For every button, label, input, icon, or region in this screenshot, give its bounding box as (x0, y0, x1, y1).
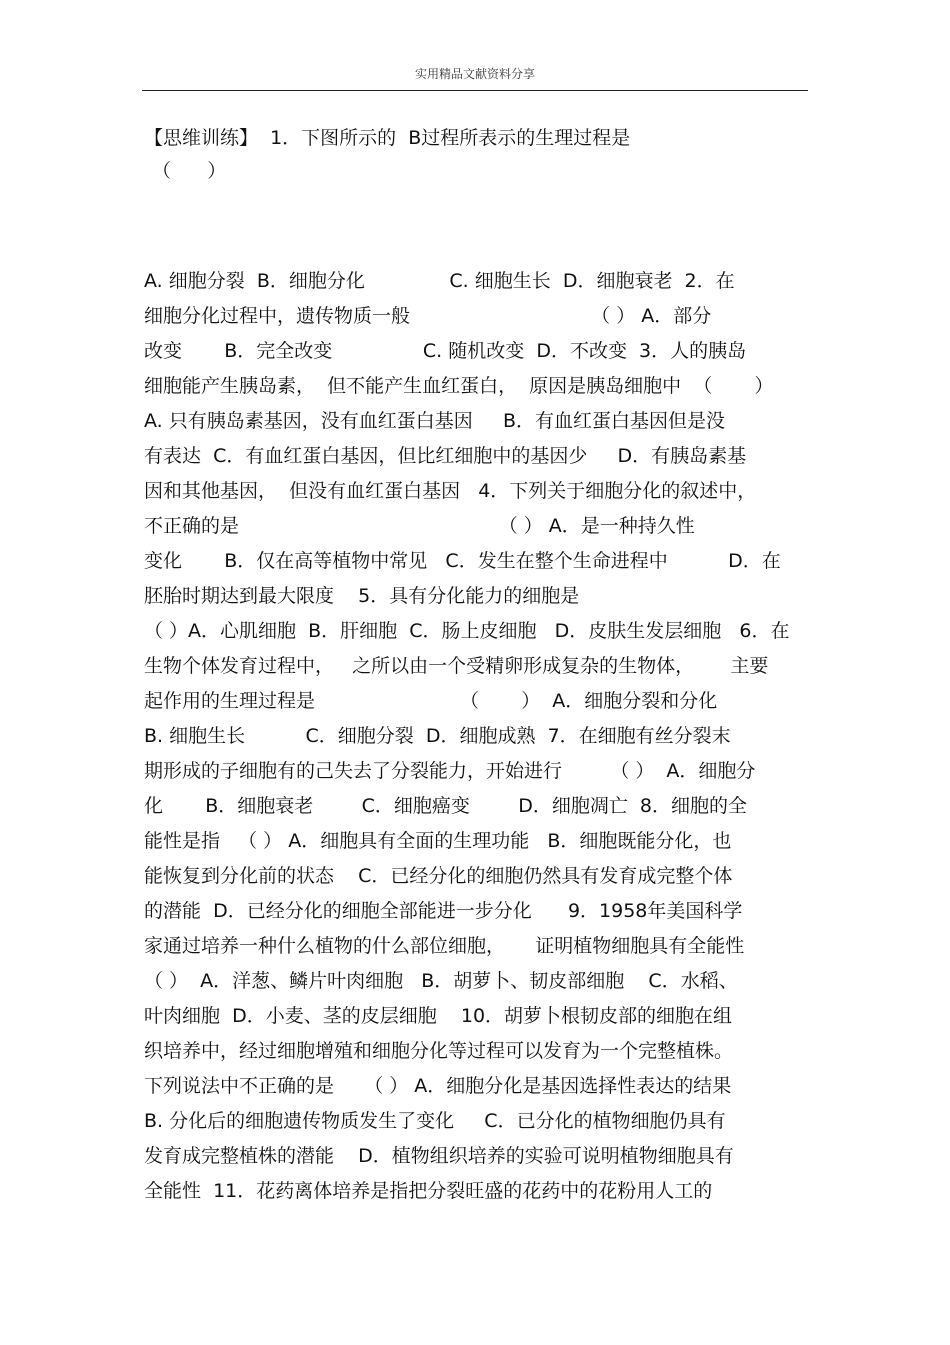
header-divider (142, 90, 808, 91)
text-line: 因和其他基因， 但没有血红蛋白基因 4．下列关于细胞分化的叙述中， (144, 480, 757, 502)
question-body (144, 264, 808, 1209)
text-line: 期形成的子细胞有的己失去了分裂能力，开始进行 （ ） A．细胞分 (144, 760, 756, 782)
text-line: 能恢复到分化前的状态 C．已经分化的细胞仍然具有发育成完整个体 (144, 865, 733, 887)
text-line: 家通过培养一种什么植物的什么部位细胞， 证明植物细胞具有全能性 (144, 935, 745, 957)
text-line: 发育成完整植株的潜能 D．植物组织培养的实验可说明植物细胞具有 (144, 1145, 734, 1167)
text-line: 全能性 11．花药离体培养是指把分裂旺盛的花药中的花粉用人工的 (144, 1180, 713, 1202)
text-line: 能性是指 （ ） A．细胞具有全面的生理功能 B．细胞既能分化，也 (144, 830, 732, 852)
text-line: B. 细胞生长 C．细胞分裂 D．细胞成熟 7．在细胞有丝分裂末 (144, 725, 731, 747)
text-line: （ ） A．洋葱、鳞片叶肉细胞 B．胡萝卜、韧皮部细胞 C．水稻、 (144, 970, 738, 992)
text-line: 变化 B．仅在高等植物中常见 C．发生在整个生命进程中 D．在 (144, 550, 781, 572)
text-line: 细胞分化过程中，遗传物质一般 （ ） A．部分 (144, 305, 712, 327)
text-line: 胚胎时期达到最大限度 5．具有分化能力的细胞是 (144, 585, 580, 607)
text-line: 化 B．细胞衰老 C．细胞癌变 D．细胞凋亡 8．细胞的全 (144, 795, 748, 817)
text-line: 不正确的是 （ ） A．是一种持久性 (144, 515, 695, 537)
text-line: 下列说法中不正确的是 （ ） A．细胞分化是基因选择性表达的结果 (144, 1075, 732, 1097)
text-line: 生物个体发育过程中， 之所以由一个受精卵形成复杂的生物体， 主要 (144, 655, 769, 677)
text-line: 改变 B．完全改变 C. 随机改变 D．不改变 3．人的胰岛 (144, 340, 747, 362)
text-line: A. 只有胰岛素基因，没有血红蛋白基因 B．有血红蛋白基因但是没 (144, 410, 725, 432)
text-line: B. 分化后的细胞遗传物质发生了变化 C．已分化的植物细胞仍具有 (144, 1110, 726, 1132)
text-line: A. 细胞分裂 B．细胞分化 C. 细胞生长 D．细胞衰老 2．在 (144, 270, 735, 292)
text-line: 有表达 C．有血红蛋白基因，但比红细胞中的基因少 D．有胰岛素基 (144, 445, 747, 467)
text-line: 起作用的生理过程是 （ ） A．细胞分裂和分化 (144, 690, 718, 712)
text-line: （ ）A．心肌细胞 B．肝细胞 C．肠上皮细胞 D．皮肤生发层细胞 6．在 (144, 620, 790, 642)
answer-blank: （ ） (152, 160, 227, 182)
text-line: 细胞能产生胰岛素， 但不能产生血红蛋白， 原因是胰岛细胞中 （ ） (144, 375, 774, 397)
text-line: 的潜能 D．已经分化的细胞全部能进一步分化 9．1958年美国科学 (144, 900, 743, 922)
running-header: 实用精品文献资料分享 (414, 67, 535, 81)
question-intro-title: 【思维训练】 1．下图所示的 B过程所表示的生理过程是 (144, 127, 631, 149)
text-line: 织培养中，经过细胞增殖和细胞分化等过程可以发育为一个完整植株。 (144, 1040, 734, 1062)
text-line: 叶肉细胞 D．小麦、茎的皮层细胞 10．胡萝卜根韧皮部的细胞在组 (144, 1005, 733, 1027)
